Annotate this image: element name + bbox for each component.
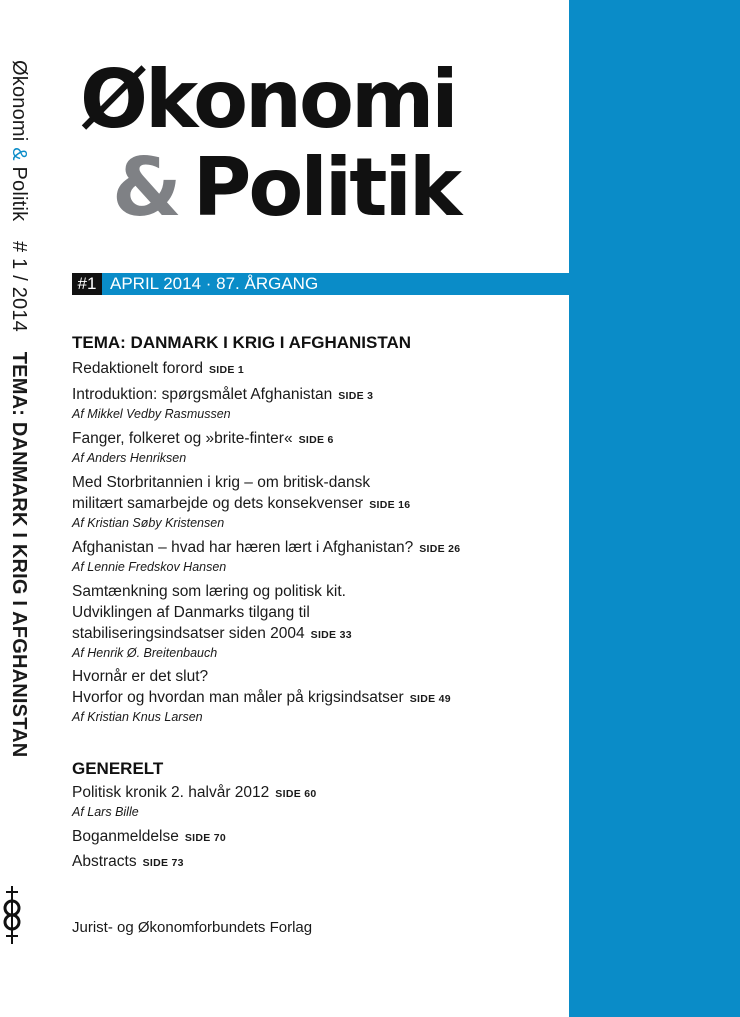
page-ref: SIDE 73 [142, 857, 184, 869]
toc-title: militært samarbejde og dets konsekvenser SIDE 16 [72, 495, 411, 512]
issue-number: #1 [72, 273, 102, 295]
toc-author: Af Kristian Knus Larsen [72, 710, 203, 724]
publisher-logo-icon [2, 886, 22, 944]
page-ref: SIDE 49 [409, 693, 451, 705]
publisher: Jurist- og Økonomforbundets Forlag [72, 919, 313, 936]
page-ref: SIDE 70 [184, 832, 227, 844]
masthead-line1: Økonomi [80, 53, 456, 146]
general-heading: GENERELT [72, 759, 164, 778]
page-ref: SIDE 33 [310, 629, 352, 641]
toc-title: Politisk kronik 2. halvår 2012 SIDE 60 [72, 784, 317, 801]
toc-title: Fanger, folkeret og »brite-finter« SIDE 6 [72, 430, 334, 447]
toc-author: Af Henrik Ø. Breitenbauch [72, 646, 218, 660]
toc-author: Af Lennie Fredskov Hansen [72, 560, 227, 574]
issue-info: APRIL 2014 · 87. ÅRGANG [110, 274, 319, 293]
toc-title: Afghanistan – hvad har hæren lært i Afghanistan? SIDE 26 [72, 539, 461, 556]
page-ref: SIDE 3 [338, 390, 374, 402]
toc-title: Med Storbritannien i krig – om britisk-dansk [72, 474, 371, 491]
spine-journal: Økonomi [8, 60, 30, 142]
masthead-amp: & [112, 141, 179, 234]
theme-heading: TEMA: DANMARK I KRIG I AFGHANISTAN [72, 333, 412, 352]
toc-title: Hvorfor og hvordan man måler på krigsindsatser SIDE 49 [72, 689, 451, 706]
spine-journal2: Politik [8, 166, 30, 222]
page-ref: SIDE 6 [298, 434, 334, 446]
toc-title: Redaktionelt forord SIDE 1 [72, 360, 245, 377]
toc-title: Boganmeldelse SIDE 70 [72, 828, 227, 845]
toc-title: Abstracts SIDE 73 [72, 853, 184, 870]
toc-author: Af Lars Bille [72, 805, 139, 819]
toc-author: Af Anders Henriksen [72, 451, 187, 465]
toc-title: Samtænkning som læring og politisk kit. [72, 583, 346, 600]
spine-amp: & [8, 147, 30, 161]
toc-author: Af Kristian Søby Kristensen [72, 516, 225, 530]
masthead-line2 [112, 141, 460, 234]
toc-title: Udviklingen af Danmarks tilgang til [72, 604, 310, 621]
spine [0, 0, 32, 1017]
cover-blue-band [569, 0, 740, 1017]
toc-title: stabiliseringsindsatser siden 2004 SIDE 33 [72, 625, 352, 642]
page-ref: SIDE 26 [419, 543, 461, 555]
spine-issue: # 1 / 2014 [8, 241, 30, 332]
page-ref: SIDE 1 [208, 364, 245, 376]
toc-title: Hvornår er det slut? [72, 668, 209, 685]
page-ref: SIDE 16 [369, 499, 411, 511]
masthead-politik: Politik [192, 141, 460, 234]
toc-title: Introduktion: spørgsmålet Afghanistan SIDE 3 [72, 386, 374, 403]
spine-theme: TEMA: DANMARK I KRIG I AFGHANISTAN [8, 351, 30, 758]
spine-text [7, 60, 30, 757]
toc-author: Af Mikkel Vedby Rasmussen [72, 407, 231, 421]
page-ref: SIDE 60 [275, 788, 317, 800]
